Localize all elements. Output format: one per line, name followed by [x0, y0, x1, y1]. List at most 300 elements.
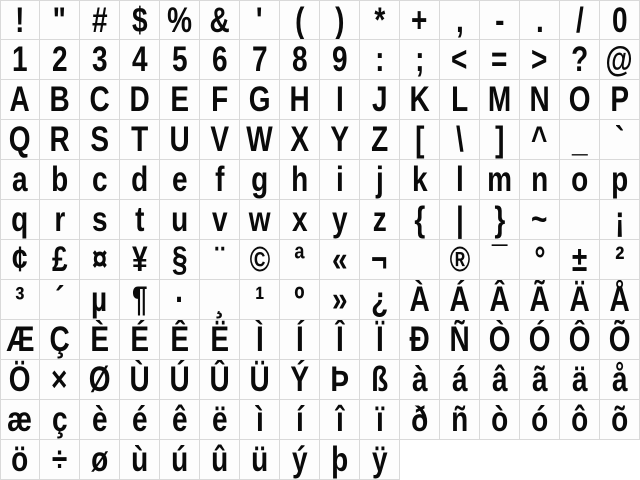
- glyph-cell[interactable]: [280, 80, 320, 120]
- glyph: N: [529, 80, 550, 119]
- glyph-cell[interactable]: [240, 120, 280, 160]
- glyph-cell[interactable]: [320, 360, 360, 400]
- glyph-cell[interactable]: [440, 360, 480, 400]
- glyph-cell[interactable]: [520, 120, 560, 160]
- glyph: m: [487, 160, 512, 199]
- glyph: ¹: [254, 280, 265, 319]
- glyph: ;: [414, 40, 425, 79]
- glyph-cell[interactable]: [40, 440, 80, 480]
- glyph-cell[interactable]: [80, 360, 120, 400]
- glyph-cell[interactable]: [40, 80, 80, 120]
- glyph-cell[interactable]: [160, 320, 200, 360]
- glyph: ä: [571, 360, 588, 399]
- glyph: g: [250, 160, 269, 199]
- glyph-cell[interactable]: [40, 280, 80, 320]
- glyph-cell[interactable]: [520, 280, 560, 320]
- glyph-cell[interactable]: [520, 160, 560, 200]
- glyph: ï: [375, 400, 384, 439]
- glyph-cell[interactable]: [200, 40, 240, 80]
- glyph-cell[interactable]: [520, 320, 560, 360]
- glyph-cell[interactable]: [0, 40, 40, 80]
- glyph: ù: [130, 440, 149, 479]
- glyph-cell[interactable]: [440, 280, 480, 320]
- glyph-cell[interactable]: [560, 200, 600, 240]
- glyph-cell[interactable]: [520, 360, 560, 400]
- glyph-cell[interactable]: [200, 320, 240, 360]
- glyph-cell[interactable]: [200, 120, 240, 160]
- glyph: }: [494, 200, 505, 239]
- glyph-cell[interactable]: [280, 120, 320, 160]
- glyph: ©: [249, 240, 270, 279]
- glyph: f: [214, 160, 225, 199]
- glyph-cell[interactable]: [400, 360, 440, 400]
- glyph-cell[interactable]: [0, 440, 40, 480]
- glyph-cell[interactable]: [280, 40, 320, 80]
- glyph-cell[interactable]: [200, 0, 240, 40]
- glyph: Æ: [6, 320, 34, 359]
- glyph-cell[interactable]: [520, 400, 560, 440]
- glyph: ñ: [450, 400, 469, 439]
- glyph-cell[interactable]: [400, 200, 440, 240]
- glyph: ý: [291, 440, 308, 479]
- glyph-cell[interactable]: [440, 160, 480, 200]
- glyph: *: [374, 0, 385, 40]
- glyph-cell[interactable]: [320, 440, 360, 480]
- glyph-cell[interactable]: [120, 440, 160, 480]
- glyph: ¡: [614, 200, 625, 239]
- glyph: %: [167, 0, 192, 40]
- glyph-cell[interactable]: [160, 160, 200, 200]
- glyph-cell[interactable]: [40, 240, 80, 280]
- glyph-cell[interactable]: [560, 280, 600, 320]
- glyph-cell[interactable]: [120, 400, 160, 440]
- glyph: ô: [570, 400, 589, 439]
- glyph-cell[interactable]: [320, 120, 360, 160]
- glyph-cell[interactable]: [280, 320, 320, 360]
- glyph-cell[interactable]: [480, 80, 520, 120]
- glyph-cell[interactable]: [520, 40, 560, 80]
- glyph-cell[interactable]: [240, 40, 280, 80]
- glyph-cell[interactable]: [0, 240, 40, 280]
- glyph-cell[interactable]: [480, 280, 520, 320]
- glyph: k: [411, 160, 428, 199]
- glyph-cell[interactable]: [480, 0, 520, 40]
- glyph-cell[interactable]: [440, 200, 480, 240]
- glyph-cell[interactable]: [320, 160, 360, 200]
- glyph-cell[interactable]: [440, 0, 480, 40]
- glyph-cell[interactable]: [80, 240, 120, 280]
- glyph: ²: [614, 240, 625, 279]
- glyph-cell[interactable]: [120, 120, 160, 160]
- glyph-cell[interactable]: [400, 40, 440, 80]
- glyph: ó: [530, 400, 549, 439]
- glyph: ª: [294, 240, 305, 279]
- glyph-cell[interactable]: [240, 200, 280, 240]
- glyph-cell[interactable]: [40, 400, 80, 440]
- glyph-cell[interactable]: [360, 200, 400, 240]
- glyph: Ô: [568, 320, 591, 359]
- glyph-cell[interactable]: [120, 40, 160, 80]
- glyph: »: [331, 280, 348, 319]
- glyph-cell[interactable]: [440, 120, 480, 160]
- glyph-cell[interactable]: [80, 400, 120, 440]
- glyph: i: [335, 160, 344, 199]
- glyph: Ã: [529, 280, 550, 319]
- glyph: L: [450, 80, 469, 119]
- glyph: ÿ: [371, 440, 388, 479]
- glyph: !: [15, 0, 25, 40]
- glyph: ß: [370, 360, 389, 399]
- glyph-cell[interactable]: [440, 40, 480, 80]
- glyph-cell[interactable]: [160, 200, 200, 240]
- glyph-cell[interactable]: [0, 80, 40, 120]
- glyph-cell[interactable]: [360, 40, 400, 80]
- glyph-cell[interactable]: [600, 320, 640, 360]
- glyph: T: [130, 120, 149, 159]
- glyph: Z: [370, 120, 389, 159]
- glyph-cell[interactable]: [600, 80, 640, 120]
- glyph: 1: [12, 40, 28, 79]
- glyph-cell[interactable]: [120, 160, 160, 200]
- glyph-cell[interactable]: [520, 240, 560, 280]
- glyph-cell[interactable]: [200, 280, 240, 320]
- glyph-cell[interactable]: [0, 320, 40, 360]
- glyph-cell[interactable]: [480, 240, 520, 280]
- glyph: c: [91, 160, 108, 199]
- glyph: n: [530, 160, 549, 199]
- glyph-cell[interactable]: [240, 80, 280, 120]
- glyph: \: [455, 120, 464, 159]
- glyph: h: [290, 160, 309, 199]
- glyph-cell[interactable]: [120, 200, 160, 240]
- glyph-cell[interactable]: [240, 240, 280, 280]
- glyph-cell[interactable]: [80, 0, 120, 40]
- glyph-cell[interactable]: [120, 280, 160, 320]
- glyph-cell[interactable]: [80, 40, 120, 80]
- glyph: /: [575, 0, 584, 40]
- glyph: Ç: [49, 320, 70, 359]
- glyph-cell[interactable]: [600, 200, 640, 240]
- glyph-cell[interactable]: [560, 80, 600, 120]
- glyph-cell[interactable]: [200, 240, 240, 280]
- glyph-cell[interactable]: [40, 360, 80, 400]
- glyph-cell[interactable]: [520, 0, 560, 40]
- glyph: &: [209, 0, 230, 40]
- glyph-cell[interactable]: [80, 280, 120, 320]
- glyph: Ë: [210, 320, 229, 359]
- glyph-cell[interactable]: [360, 400, 400, 440]
- glyph-cell[interactable]: [600, 360, 640, 400]
- glyph: Ï: [375, 320, 384, 359]
- glyph-cell[interactable]: [560, 40, 600, 80]
- glyph-cell[interactable]: [240, 320, 280, 360]
- glyph-cell[interactable]: [200, 360, 240, 400]
- glyph: ×: [51, 360, 68, 399]
- glyph-cell[interactable]: [480, 160, 520, 200]
- glyph: ¶: [131, 280, 148, 319]
- glyph: B: [49, 80, 70, 119]
- glyph-cell[interactable]: [160, 400, 200, 440]
- glyph-cell[interactable]: [80, 120, 120, 160]
- glyph-cell[interactable]: [320, 240, 360, 280]
- glyph-cell[interactable]: [120, 240, 160, 280]
- glyph: ¿: [370, 280, 389, 319]
- glyph: P: [610, 80, 629, 119]
- glyph-cell[interactable]: [320, 320, 360, 360]
- glyph-cell[interactable]: [600, 0, 640, 40]
- glyph-cell[interactable]: [160, 80, 200, 120]
- glyph-cell[interactable]: [400, 240, 440, 280]
- glyph-cell[interactable]: [600, 400, 640, 440]
- glyph: è: [91, 400, 108, 439]
- glyph-cell[interactable]: [560, 160, 600, 200]
- glyph-cell[interactable]: [400, 160, 440, 200]
- glyph: z: [372, 200, 387, 239]
- glyph: ´: [54, 280, 65, 319]
- glyph-cell[interactable]: [280, 0, 320, 40]
- glyph: ã: [531, 360, 548, 399]
- glyph: Ö: [9, 360, 31, 399]
- glyph: .: [535, 0, 544, 40]
- glyph: <: [451, 40, 468, 79]
- glyph: 5: [171, 40, 188, 79]
- glyph-cell[interactable]: [280, 280, 320, 320]
- glyph-cell[interactable]: [80, 80, 120, 120]
- glyph-cell[interactable]: [320, 400, 360, 440]
- glyph-cell[interactable]: [560, 360, 600, 400]
- glyph: @: [605, 40, 634, 79]
- glyph: 6: [211, 40, 228, 79]
- glyph: º: [294, 280, 305, 319]
- glyph-cell[interactable]: [480, 40, 520, 80]
- glyph-cell[interactable]: [0, 160, 40, 200]
- glyph-cell[interactable]: [320, 80, 360, 120]
- glyph: þ: [330, 440, 349, 479]
- glyph: r: [54, 200, 65, 239]
- glyph-cell[interactable]: [240, 440, 280, 480]
- glyph-cell[interactable]: [560, 400, 600, 440]
- glyph: ë: [211, 400, 228, 439]
- glyph-cell[interactable]: [200, 200, 240, 240]
- glyph-cell[interactable]: [0, 400, 40, 440]
- glyph: ¢: [12, 240, 28, 279]
- glyph-cell[interactable]: [80, 440, 120, 480]
- glyph: u: [170, 200, 189, 239]
- glyph: Ð: [409, 320, 430, 359]
- glyph-cell[interactable]: [40, 200, 80, 240]
- glyph: ]: [494, 120, 505, 159]
- glyph-cell[interactable]: [200, 80, 240, 120]
- glyph-cell[interactable]: [400, 80, 440, 120]
- glyph-cell[interactable]: [280, 440, 320, 480]
- glyph-cell[interactable]: [200, 160, 240, 200]
- glyph-cell[interactable]: [120, 360, 160, 400]
- glyph-cell[interactable]: [240, 160, 280, 200]
- glyph-cell[interactable]: [320, 40, 360, 80]
- glyph-cell[interactable]: [480, 320, 520, 360]
- glyph: [: [414, 120, 425, 159]
- glyph-cell[interactable]: [320, 0, 360, 40]
- glyph-cell[interactable]: [160, 120, 200, 160]
- glyph-cell[interactable]: [120, 320, 160, 360]
- glyph: Q: [9, 120, 31, 159]
- glyph: X: [290, 120, 309, 159]
- glyph: ³: [15, 280, 25, 319]
- glyph: ·: [174, 280, 185, 319]
- glyph: Y: [330, 120, 349, 159]
- glyph-cell[interactable]: [560, 320, 600, 360]
- glyph: d: [130, 160, 149, 199]
- glyph: æ: [7, 400, 33, 439]
- glyph-cell[interactable]: [40, 0, 80, 40]
- glyph-cell[interactable]: [360, 80, 400, 120]
- glyph-cell[interactable]: [480, 120, 520, 160]
- glyph-cell[interactable]: [0, 120, 40, 160]
- glyph-cell[interactable]: [120, 80, 160, 120]
- glyph-cell[interactable]: [40, 160, 80, 200]
- glyph: +: [411, 0, 428, 40]
- glyph-cell[interactable]: [360, 240, 400, 280]
- glyph-cell[interactable]: [600, 120, 640, 160]
- glyph-cell[interactable]: [40, 320, 80, 360]
- glyph: R: [49, 120, 70, 159]
- glyph-cell[interactable]: [440, 320, 480, 360]
- glyph-cell[interactable]: [160, 360, 200, 400]
- glyph-cell[interactable]: [360, 120, 400, 160]
- glyph: 0: [611, 0, 628, 40]
- glyph: V: [210, 120, 229, 159]
- glyph-cell[interactable]: [80, 320, 120, 360]
- glyph: Ò: [488, 320, 511, 359]
- glyph-cell[interactable]: [400, 0, 440, 40]
- glyph: s: [91, 200, 108, 239]
- glyph-cell[interactable]: [240, 0, 280, 40]
- glyph: I: [335, 80, 344, 119]
- glyph: U: [169, 120, 190, 159]
- glyph-cell[interactable]: [360, 320, 400, 360]
- glyph: =: [491, 40, 508, 79]
- glyph: ö: [11, 440, 29, 479]
- glyph-cell[interactable]: [320, 200, 360, 240]
- glyph: q: [11, 200, 29, 239]
- glyph-cell[interactable]: [360, 440, 400, 480]
- glyph-cell[interactable]: [160, 40, 200, 80]
- glyph-cell[interactable]: [400, 120, 440, 160]
- glyph-cell[interactable]: [240, 360, 280, 400]
- glyph: w: [248, 200, 271, 239]
- glyph: x: [291, 200, 308, 239]
- glyph: ): [334, 0, 345, 40]
- glyph-cell[interactable]: [400, 400, 440, 440]
- glyph-cell[interactable]: [440, 400, 480, 440]
- glyph: Þ: [330, 360, 349, 399]
- glyph: Ù: [129, 360, 150, 399]
- glyph-cell[interactable]: [560, 120, 600, 160]
- glyph: a: [12, 160, 28, 199]
- glyph-cell[interactable]: [80, 200, 120, 240]
- glyph-cell[interactable]: [80, 160, 120, 200]
- glyph: |: [455, 200, 464, 239]
- glyph-cell[interactable]: [40, 40, 80, 80]
- glyph-cell[interactable]: [480, 200, 520, 240]
- glyph-cell[interactable]: [360, 280, 400, 320]
- glyph-cell[interactable]: [600, 160, 640, 200]
- glyph-cell[interactable]: [40, 120, 80, 160]
- glyph-cell[interactable]: [520, 80, 560, 120]
- glyph-cell[interactable]: [200, 440, 240, 480]
- glyph: 9: [331, 40, 348, 79]
- glyph: É: [130, 320, 149, 359]
- glyph-cell[interactable]: [400, 280, 440, 320]
- glyph: ÷: [51, 440, 68, 479]
- glyph-cell[interactable]: [600, 280, 640, 320]
- glyph-cell[interactable]: [0, 280, 40, 320]
- glyph-cell[interactable]: [480, 360, 520, 400]
- glyph: Ê: [170, 320, 189, 359]
- glyph: O: [568, 80, 591, 119]
- glyph-cell[interactable]: [160, 280, 200, 320]
- glyph-cell[interactable]: [440, 80, 480, 120]
- glyph-cell[interactable]: [0, 0, 40, 40]
- glyph-cell[interactable]: [480, 400, 520, 440]
- glyph-cell[interactable]: [600, 40, 640, 80]
- glyph-cell[interactable]: [360, 160, 400, 200]
- glyph: l: [455, 160, 464, 199]
- glyph-cell[interactable]: [160, 240, 200, 280]
- glyph: Á: [449, 280, 470, 319]
- glyph: «: [331, 240, 348, 279]
- glyph: È: [90, 320, 109, 359]
- glyph: â: [491, 360, 508, 399]
- glyph-cell[interactable]: [360, 360, 400, 400]
- glyph: :: [374, 40, 385, 79]
- glyph: D: [129, 80, 150, 119]
- glyph: Ó: [528, 320, 551, 359]
- glyph: ±: [571, 240, 588, 279]
- glyph-cell[interactable]: [520, 200, 560, 240]
- glyph-cell[interactable]: [120, 0, 160, 40]
- glyph: ?: [570, 40, 589, 79]
- glyph-cell[interactable]: [440, 240, 480, 280]
- glyph-cell[interactable]: [320, 280, 360, 320]
- glyph-cell[interactable]: [0, 360, 40, 400]
- glyph-cell[interactable]: [280, 400, 320, 440]
- glyph-cell[interactable]: [160, 440, 200, 480]
- glyph: Û: [209, 360, 230, 399]
- glyph-cell[interactable]: [0, 200, 40, 240]
- glyph-cell[interactable]: [280, 360, 320, 400]
- glyph-cell[interactable]: [360, 0, 400, 40]
- glyph-cell[interactable]: [600, 240, 640, 280]
- glyph-cell[interactable]: [160, 0, 200, 40]
- glyph-cell[interactable]: [280, 240, 320, 280]
- glyph-cell[interactable]: [280, 160, 320, 200]
- glyph-cell[interactable]: [200, 400, 240, 440]
- glyph: {: [414, 200, 425, 239]
- glyph: ¬: [371, 240, 388, 279]
- glyph-cell[interactable]: [240, 280, 280, 320]
- glyph: à: [411, 360, 428, 399]
- glyph-cell[interactable]: [560, 0, 600, 40]
- glyph-cell[interactable]: [240, 400, 280, 440]
- glyph-cell[interactable]: [280, 200, 320, 240]
- glyph-cell[interactable]: [400, 320, 440, 360]
- glyph: `: [614, 120, 625, 159]
- glyph: ': [256, 0, 263, 40]
- glyph: 3: [91, 40, 108, 79]
- glyph: Ñ: [449, 320, 470, 359]
- glyph-cell[interactable]: [560, 240, 600, 280]
